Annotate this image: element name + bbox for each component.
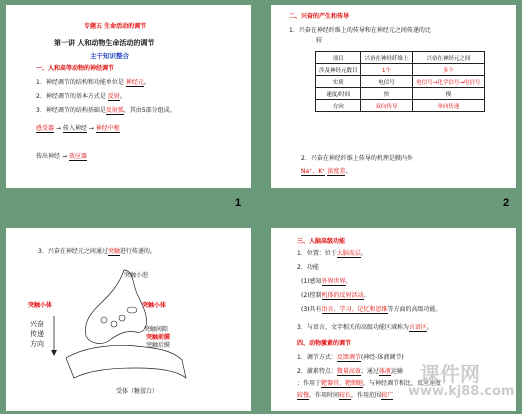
slide1-section1: 一、人和高等动物的神经调节: [36, 65, 115, 72]
comparison-table: [315, 51, 485, 112]
table-cell: 1个: [361, 64, 412, 76]
table-cell: 速度/时间: [316, 88, 361, 100]
label-gap: 突触间隙: [144, 326, 169, 333]
slide1-line4: 感受器 → 传入神经 → 神经中枢: [36, 125, 120, 132]
label-gap-title: 突触小体: [142, 302, 167, 309]
slide-1[interactable]: [6, 5, 251, 188]
table-cell: 兴奋在神经纤维上: [361, 52, 412, 64]
slide4-i2c: (3)具有语言、学习、记忆和思维等方面的高级功能。: [301, 306, 442, 313]
slide2-q1b: 较: [316, 37, 323, 44]
table-cell: 方向: [316, 100, 361, 112]
table-row: [316, 88, 485, 100]
label-direction3: 方向: [30, 340, 44, 348]
slide3-line: 3．兴奋在神经元之间通过突触进行传递的。: [38, 248, 156, 255]
slide1-line2: 2．神经调节的基本方式是 反射。: [36, 93, 126, 100]
slide4-j2: 2．激素特点：微量高效；通过体液运输: [297, 368, 403, 375]
table-cell: 项目: [316, 52, 361, 64]
table-row: [316, 100, 485, 112]
slide1-line1: 1．神经调节的结构和功能单位是 神经元。: [36, 79, 150, 86]
slide4-i2a: (1)感知外界世界。: [301, 278, 352, 285]
table-row: [316, 76, 485, 88]
slide1-topic: 专题五 生命活动的调节: [84, 23, 147, 30]
table-cell: 单向传递: [412, 100, 484, 112]
slide4-i2b: (2)控制机体的反射活动。: [301, 292, 370, 299]
label-receptor: 受体（糖蛋白）: [116, 388, 159, 395]
postsynaptic-shape: [66, 345, 186, 378]
slide4-section3: 三、人脑高级功能: [297, 238, 346, 245]
watermark-logo: 课件网: [420, 362, 480, 386]
page-number-1: 1: [235, 197, 242, 209]
label-post: 突触后膜: [146, 342, 171, 349]
slide4-section4: 四、动物激素的调节: [297, 340, 352, 347]
slide1-line3: 3．神经调节的结构基础是反射弧，其由5部分组成。: [36, 107, 176, 114]
table-cell: 实质: [316, 76, 361, 88]
slide4-j1: 1．调节方式：反馈调节(神经-体液调节): [297, 354, 404, 361]
table-cell: 快: [361, 88, 412, 100]
slide4-i3: 3．与语言、文字相关的高级功能区域称为言语区。: [297, 324, 433, 331]
slide-3[interactable]: [6, 228, 251, 411]
slide1-subtitle: 主干知识整合: [90, 52, 129, 60]
slide2-q2: 2．兴奋在神经纤维上传导的机理是膜内外: [301, 155, 413, 162]
table-cell: 电信号: [361, 76, 412, 88]
slide2-q2-answer: Na⁺、K⁺ 浓度差。: [301, 168, 352, 175]
table-row: [316, 52, 485, 64]
label-direction: 兴奋: [30, 320, 44, 328]
slide1-line5: 传出神经 → 效应器: [36, 153, 87, 160]
label-pre: 突触前膜: [146, 334, 171, 341]
table-row: [316, 64, 485, 76]
slide2-section2: 二、兴奋的产生和传导: [289, 13, 350, 20]
label-direction2: 传递: [30, 330, 44, 338]
table-cell: 慢: [412, 88, 484, 100]
vesicle-circle: [119, 315, 125, 321]
label-vesicle: 突触小泡: [124, 272, 149, 279]
table-cell: 涉及神经元数目: [316, 64, 361, 76]
vesicle-circle: [111, 321, 117, 327]
vesicle-circle: [101, 317, 107, 323]
label-axon: 突触小体: [28, 302, 53, 309]
slide-2[interactable]: [271, 5, 516, 188]
table-cell: 双向传导: [361, 100, 412, 112]
watermark-url: www.kj88.com: [408, 384, 515, 399]
slide4-j2-line2: ；作用于靶器官、靶细胞，与神经调节相比，反应速度: [297, 380, 442, 387]
slide4-i1: 1．位置：位于大脑皮层。: [297, 250, 367, 257]
slide4-i2: 2．功能: [297, 264, 319, 271]
table-cell: 多个: [412, 64, 484, 76]
table-cell: 兴奋在神经元之间: [412, 52, 484, 64]
arrow-head: [51, 350, 57, 356]
slide4-j2-line3: 较慢，作用时间较长，作用范围较广: [297, 392, 394, 399]
page-number-2: 2: [503, 197, 510, 209]
slide2-q1: 1．兴奋在神经纤维上的传导和在神经元之间传递的比: [289, 27, 431, 34]
slide1-lesson: 第一讲 人和动物生命活动的调节: [54, 39, 155, 47]
table-cell: 电信号→化学信号→电信号: [412, 76, 484, 88]
mitochondrion: [127, 307, 137, 313]
presynaptic-shape: [86, 270, 147, 343]
